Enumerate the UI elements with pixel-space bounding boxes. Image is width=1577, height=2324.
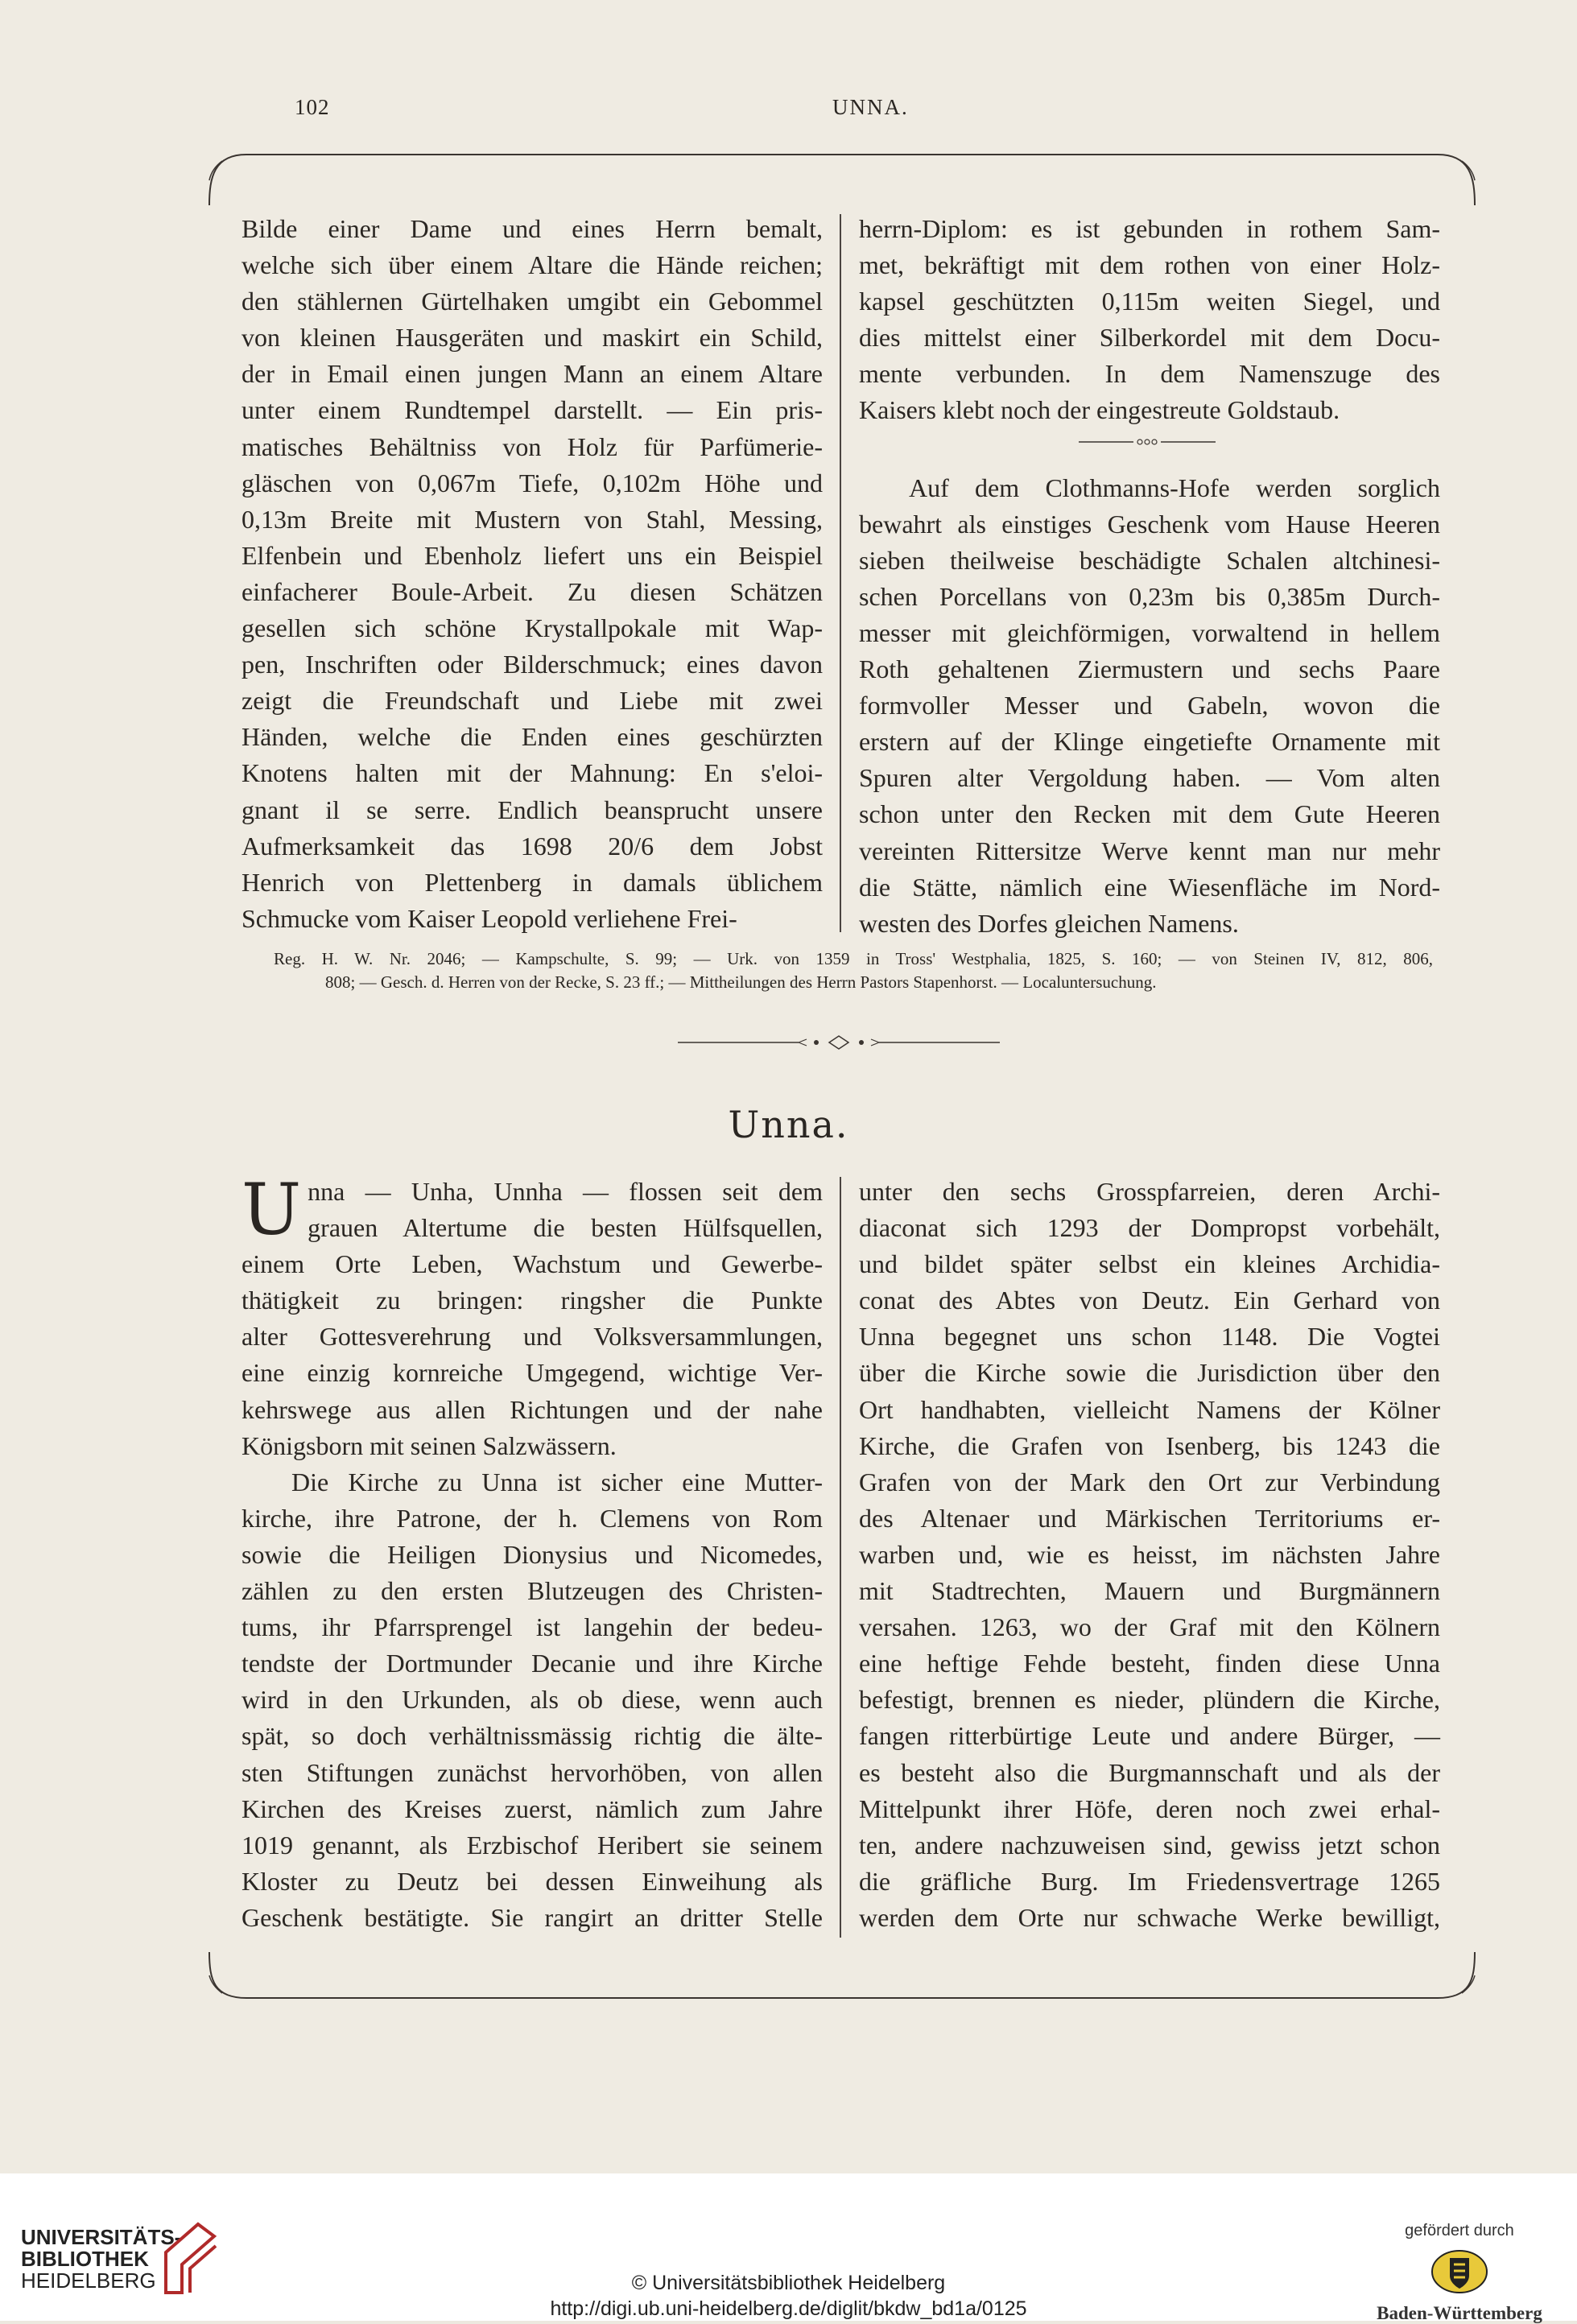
text-line: herrn-Diplom: es ist gebunden in rothem Sam-: [859, 214, 1440, 243]
text-line: met, bekräftigt mit dem rothen von einer Holz-: [859, 250, 1440, 280]
text-line: messer mit gleichförmigen, vorwaltend in hellem: [859, 617, 1440, 647]
text-line: Henrich von Plettenberg in damals üblichem: [242, 867, 823, 897]
column-rule: [840, 214, 841, 932]
lower-right-column: [859, 1174, 1440, 1936]
text-line: und bildet später selbst ein kleines Archidia-: [859, 1249, 1440, 1279]
text-line: des Altenaer und Märkischen Territoriums er-: [859, 1503, 1440, 1533]
text-line: Schmucke vom Kaiser Leopold verliehene Frei-: [242, 903, 737, 933]
text-line: alter Gottesverehrung und Volksversammlungen,: [242, 1322, 823, 1352]
text-line: kehrswege aus allen Richtungen und der nahe: [242, 1394, 823, 1424]
upper-left-column: [242, 211, 823, 937]
frame-top-ornament: [198, 145, 1486, 209]
text-line: die gräfliche Burg. Im Friedensvertrage 1265: [859, 1866, 1440, 1896]
text-line: westen des Dorfes gleichen Namens.: [859, 908, 1239, 938]
text-line: schon unter den Recken mit dem Gute Heeren: [859, 799, 1440, 829]
text-line: spät, so doch verhältnissmässig richtig die älte-: [242, 1721, 823, 1751]
text-line: 0,13m Breite mit Mustern von Stahl, Messing,: [242, 504, 823, 534]
text-line: pen, Inschriften oder Bilderschmuck; eines davon: [242, 650, 823, 679]
text-line: grauen Altertume die besten Hülfsquellen,: [308, 1213, 823, 1243]
text-line: formvoller Messer und Gabeln, wovon die: [859, 691, 1440, 720]
text-line: diaconat sich 1293 der Dompropst vorbehält,: [859, 1213, 1440, 1243]
text-line: unter den sechs Grosspfarreien, deren Archi-: [859, 1177, 1440, 1206]
text-line: es besteht also die Burgmannschaft und als der: [859, 1757, 1440, 1787]
footer: [0, 2173, 1577, 2321]
text-line: vereinten Rittersitze Werve kennt man nur mehr: [859, 836, 1440, 865]
text-line: Geschenk bestätigte. Sie rangirt an dritter Stelle: [242, 1902, 823, 1932]
text-line: Die Kirche zu Unna ist sicher eine Mutter-: [291, 1467, 823, 1496]
text-line: nna — Unha, Unnha — flossen seit dem: [308, 1177, 823, 1206]
text-line: versahen. 1263, wo der Graf mit den Kölnern: [859, 1612, 1440, 1642]
text-line: werden dem Orte nur schwache Werke bewilligt,: [859, 1902, 1440, 1932]
text-line: den stählernen Gürtelhaken umgibt ein Gebommel: [242, 287, 823, 316]
text-line: matisches Behältniss von Holz für Parfümerie-: [242, 431, 823, 461]
text-line: Auf dem Clothmanns-Hofe werden sorglich: [909, 473, 1440, 502]
reference-line: 808; — Gesch. d. Herren von der Recke, S. 23 ff.; — Mittheilungen des Herrn Pastors Stapenhorst. — Localuntersuchung.: [325, 972, 1157, 992]
text-line: mente verbunden. In dem Namenszuge des: [859, 359, 1440, 389]
text-line: Unna begegnet uns schon 1148. Die Vogtei: [859, 1322, 1440, 1352]
library-name-line: UNIVERSITÄTS-: [21, 2225, 182, 2249]
text-line: kirche, ihre Patrone, der h. Clemens von Rom: [242, 1503, 823, 1533]
text-line: eine einzig kornreiche Umgegend, wichtige Ver-: [242, 1358, 823, 1388]
reference-line: Reg. H. W. Nr. 2046; — Kampschulte, S. 99; — Urk. von 1359 in Tross' Westphalia, 1825, S. 160; — von Steinen IV, 812, 806,: [274, 949, 1433, 968]
copyright-text: © Universitätsbibliothek Heidelberg: [631, 2272, 946, 2294]
text-line: eine heftige Fehde besteht, finden diese Unna: [859, 1649, 1440, 1678]
coat-of-arms-icon: [1430, 2248, 1489, 2295]
text-line: erstern auf der Klinge eingetiefte Ornamente mit: [859, 727, 1440, 757]
text-line: kapsel geschützten 0,115m weiten Siegel, und: [859, 287, 1440, 316]
text-line: gläschen von 0,067m Tiefe, 0,102m Höhe und: [242, 468, 823, 497]
text-line: die Stätte, nämlich eine Wiesenfläche im Nord-: [859, 872, 1440, 902]
text-line: unter einem Rundtempel darstellt. — Ein pris-: [242, 395, 823, 425]
column-rule: [840, 1177, 841, 1938]
text-line: Kirchen des Kreises zuerst, nämlich zum Jahre: [242, 1794, 823, 1823]
page-number: 102: [295, 95, 330, 119]
text-line: befestigt, brennen es nieder, plündern die Kirche,: [859, 1685, 1440, 1715]
frame-bottom-ornament: [198, 1948, 1486, 2012]
text-line: dies mittelst einer Silberkordel mit dem Docu-: [859, 323, 1440, 353]
text-line: wird in den Urkunden, als ob diese, wenn auch: [242, 1685, 823, 1715]
permalink[interactable]: http://digi.ub.uni-heidelberg.de/diglit/bkdw_bd1a/0125: [550, 2297, 1027, 2320]
text-line: einfacherer Boule-Arbeit. Zu diesen Schätzen: [242, 576, 823, 606]
copyright-block: [0, 2270, 1577, 2322]
text-line: von kleinen Hausgeräten und maskirt ein Schild,: [242, 323, 823, 353]
text-line: Knotens halten mit der Mahnung: En s'eloi-: [242, 758, 823, 788]
drop-capital: U: [242, 1168, 302, 1251]
running-head: [0, 95, 1577, 127]
text-line: Roth gehaltenen Ziermustern und sechs Paare: [859, 654, 1440, 684]
text-line: ten, andere nachzuweisen sind, gewiss jetzt schon: [859, 1830, 1440, 1860]
text-line: gnant il se serre. Endlich beansprucht unsere: [242, 795, 823, 824]
text-line: tendste der Dortmunder Decanie und ihre Kirche: [242, 1649, 823, 1678]
running-title: UNNA.: [832, 95, 909, 119]
text-line: sten Stiftungen zunächst hervorhöben, von allen: [242, 1757, 823, 1787]
text-line: zeigt die Freundschaft und Liebe mit zwei: [242, 686, 823, 716]
lower-left-column: [242, 1168, 823, 1936]
text-line: conat des Abtes von Deutz. Ein Gerhard von: [859, 1286, 1440, 1315]
text-line: Kirche, die Grafen von Isenberg, bis 1243 die: [859, 1430, 1440, 1460]
references: [274, 947, 1433, 994]
text-line: tums, ihr Pfarrsprengel ist langehin der bedeu-: [242, 1612, 823, 1642]
text-line: einem Orte Leben, Wachstum und Gewerbe-: [242, 1249, 823, 1279]
text-line: gesellen sich schöne Krystallpokale mit Wap-: [242, 613, 823, 643]
library-name-line: HEIDELBERG: [21, 2268, 156, 2293]
text-line: fangen ritterbürtige Leute und andere Bürger, —: [859, 1721, 1440, 1751]
section-ornament: [678, 1033, 1000, 1052]
funder-name: Baden-Württemberg: [1377, 2303, 1542, 2323]
text-line: bewahrt als einstiges Geschenk vom Hause Heeren: [859, 509, 1440, 539]
text-line: zählen zu den ersten Blutzeugen des Christen-: [242, 1576, 823, 1606]
text-line: Königsborn mit seinen Salzwässern.: [242, 1430, 617, 1460]
text-line: mit Stadtrechten, Mauern und Burgmännern: [859, 1576, 1440, 1606]
text-line: sowie die Heiligen Dionysius und Nicomedes,: [242, 1539, 823, 1569]
text-line: schen Porcellans von 0,23m bis 0,385m Durch-: [859, 581, 1440, 611]
text-line: Kaisers klebt noch der eingestreute Goldstaub.: [859, 395, 1340, 425]
text-line: Aufmerksamkeit das 1698 20/6 dem Jobst: [242, 831, 823, 861]
text-line: thätigkeit zu bringen: ringsher die Punkte: [242, 1286, 823, 1315]
text-line: welche sich über einem Altare die Hände reichen;: [242, 250, 823, 280]
section-title: Unna.: [728, 1103, 849, 1146]
text-line: sieben theilweise beschädigte Schalen altchinesi-: [859, 545, 1440, 575]
text-line: Händen, welche die Enden eines geschürzten: [242, 722, 823, 752]
small-separator: [1079, 435, 1216, 448]
upper-right-column: [859, 211, 1440, 942]
text-line: Elfenbein und Ebenholz liefert uns ein Beispiel: [242, 540, 823, 570]
library-name-line: BIBLIOTHEK: [21, 2247, 149, 2271]
text-line: der in Email einen jungen Mann an einem Altare: [242, 359, 823, 389]
text-line: Kloster zu Deutz bei dessen Einweihung als: [242, 1866, 823, 1896]
text-line: 1019 genannt, als Erzbischof Heribert sie seinem: [242, 1830, 823, 1860]
text-line: Mittelpunkt ihrer Höfe, deren noch zwei erhal-: [859, 1794, 1440, 1823]
text-line: warben und, wie es heisst, im nächsten Jahre: [859, 1539, 1440, 1569]
funder-block: [1371, 2222, 1548, 2324]
text-line: über die Kirche sowie die Jurisdiction über den: [859, 1358, 1440, 1388]
text-line: Grafen von der Mark den Ort zur Verbindung: [859, 1467, 1440, 1496]
text-line: Ort handhabten, vielleicht Namens der Kölner: [859, 1394, 1440, 1424]
funded-by-label: gefördert durch: [1405, 2222, 1514, 2239]
text-line: Spuren alter Vergoldung haben. — Vom alten: [859, 763, 1440, 793]
text-line: Bilde einer Dame und eines Herrn bemalt,: [242, 214, 823, 243]
